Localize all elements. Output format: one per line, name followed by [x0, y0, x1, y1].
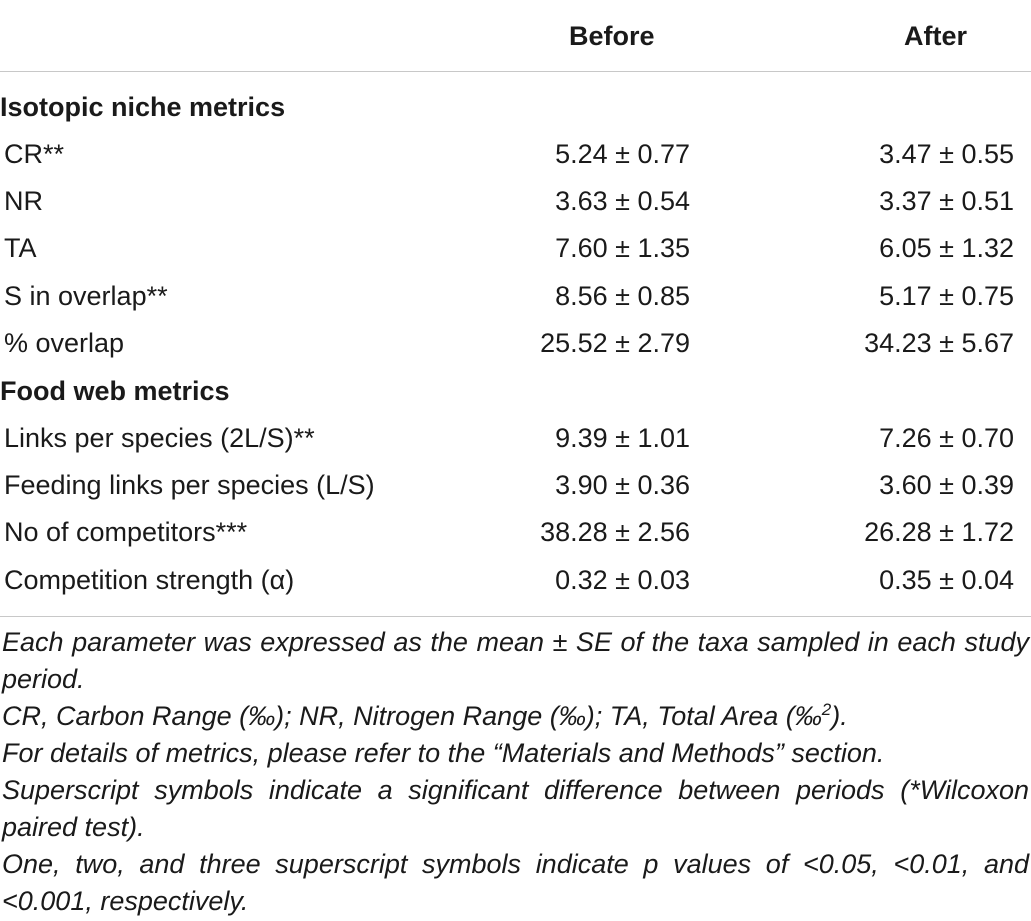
after-value: 5.17 ± 0.75: [879, 281, 1014, 311]
before-value: 8.56 ± 0.85: [555, 281, 690, 311]
row-label: Feeding links per species (L/S): [4, 470, 375, 500]
column-header-before: Before: [569, 21, 655, 51]
footnote-superscript-two: 2: [821, 700, 832, 719]
footnote-abbreviations-text: CR, Carbon Range (‰); NR, Nitrogen Range (‰); TA, Total Area (‰: [2, 701, 822, 731]
after-value: 3.60 ± 0.39: [879, 470, 1014, 500]
before-value: 5.24 ± 0.77: [555, 139, 690, 169]
footnote-methods-reference: For details of metrics, please refer to the “Materials and Methods” section.: [2, 738, 885, 768]
table-header: [0, 0, 1031, 72]
table-row: [0, 557, 1031, 604]
before-value: 25.52 ± 2.79: [540, 328, 690, 358]
row-label: Links per species (2L/S)**: [4, 423, 315, 453]
table-row: [0, 415, 1031, 462]
table-footnotes: [2, 624, 1029, 920]
before-value: 3.63 ± 0.54: [555, 186, 690, 216]
section-title-food-web: Food web metrics: [0, 376, 230, 406]
header-divider: [0, 71, 1031, 72]
footnote-p-values: One, two, and three superscript symbols indicate p values of <0.05, <0.01, and <0.001, respectively.: [2, 849, 1029, 916]
table-row: [0, 320, 1031, 367]
before-value: 3.90 ± 0.36: [555, 470, 690, 500]
after-value: 26.28 ± 1.72: [864, 517, 1014, 547]
row-label: Competition strength (α): [4, 565, 295, 595]
row-label: TA: [4, 233, 37, 263]
footnote-superscript-meaning: Superscript symbols indicate a significant difference between periods (*Wilcoxon paired test).: [2, 775, 1029, 842]
before-value: 0.32 ± 0.03: [555, 565, 690, 595]
column-header-after: After: [904, 21, 968, 51]
after-value: 0.35 ± 0.04: [879, 565, 1014, 595]
after-value: 7.26 ± 0.70: [879, 423, 1014, 453]
after-value: 3.37 ± 0.51: [879, 186, 1014, 216]
table-row: [0, 273, 1031, 320]
row-label: CR**: [4, 139, 65, 169]
section-title-isotopic: Isotopic niche metrics: [0, 92, 286, 122]
footnote-abbreviations: [2, 698, 1029, 735]
before-value: 7.60 ± 1.35: [555, 233, 690, 263]
row-label: S in overlap**: [4, 281, 168, 311]
table-row: [0, 225, 1031, 272]
row-label: No of competitors***: [4, 517, 248, 547]
before-value: 9.39 ± 1.01: [555, 423, 690, 453]
footer-divider: [0, 616, 1031, 617]
table-row: [0, 178, 1031, 225]
footnote-mean-se: Each parameter was expressed as the mean ± SE of the taxa sampled in each study period.: [2, 627, 1029, 694]
row-label: NR: [4, 186, 43, 216]
before-value: 38.28 ± 2.56: [540, 517, 690, 547]
after-value: 34.23 ± 5.67: [864, 328, 1014, 358]
table-row: [0, 509, 1031, 556]
footnote-abbreviations-end: ).: [831, 701, 848, 731]
row-label: % overlap: [4, 328, 125, 358]
table-row: [0, 462, 1031, 509]
after-value: 3.47 ± 0.55: [879, 139, 1014, 169]
after-value: 6.05 ± 1.32: [879, 233, 1014, 263]
table-row: [0, 131, 1031, 178]
